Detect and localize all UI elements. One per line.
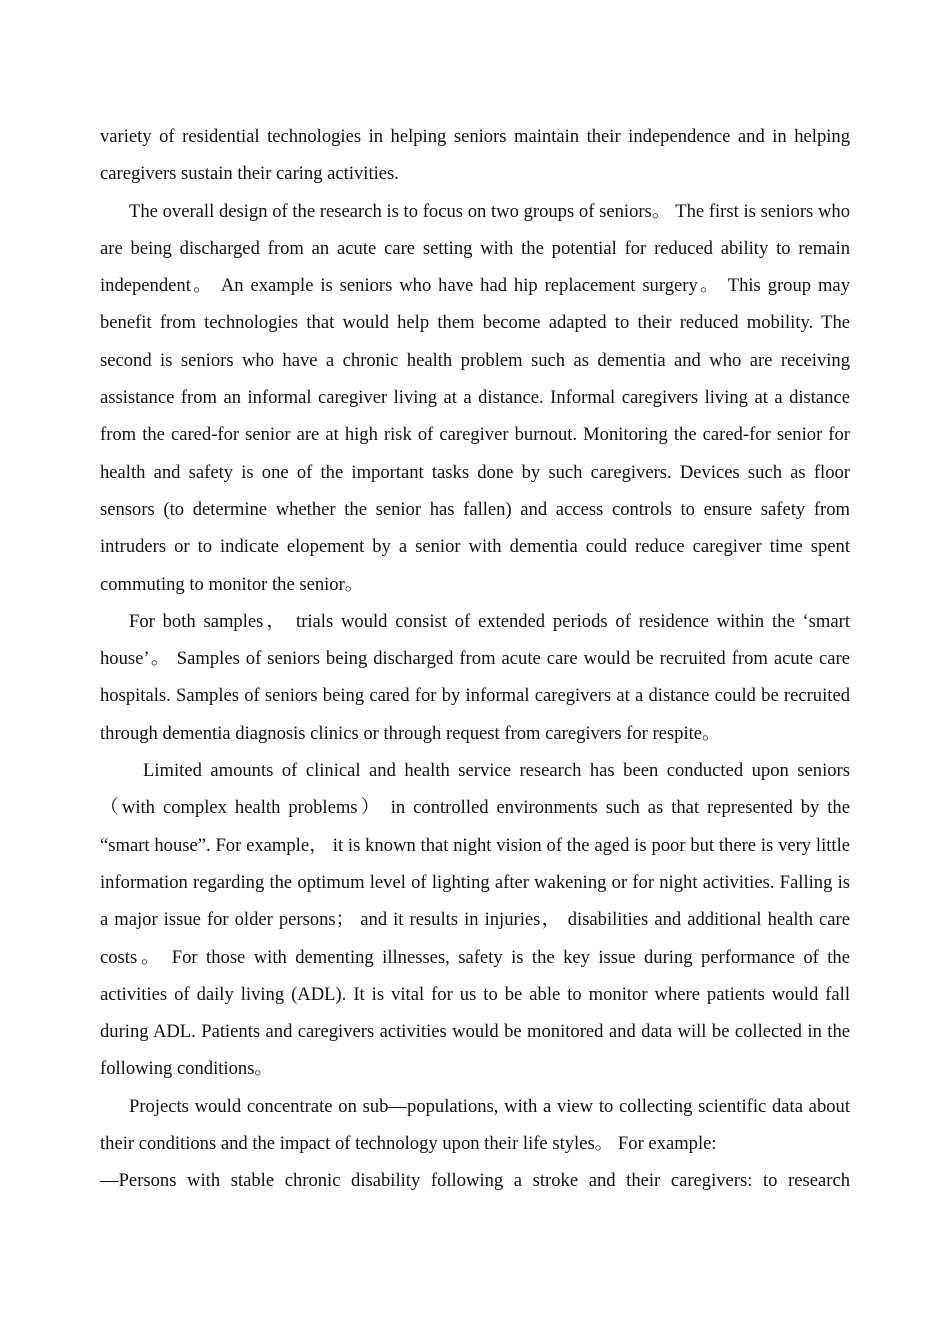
document-page — [100, 118, 850, 1200]
paragraph-samples: For both samples， trials would consist of extended periods of residence within the ‘smart house’。 Samples of seniors being discharged from acute care would be recruited from acute care hospitals. Samples of seniors being cared for by informal caregivers at a distance could be recruited through dementia diagnosis clinics or through request from caregivers for respite。 — [100, 610, 850, 744]
paragraph-projects: Projects would concentrate on sub—populations, with a view to collecting scientific data about their conditions and the impact of technology upon their life styles。 For example: — [100, 1095, 850, 1155]
paragraph-intro-continuation: variety of residential technologies in helping seniors maintain their independence and in helping caregivers sustain their caring activities. — [100, 126, 850, 185]
paragraph-research-design: The overall design of the research is to focus on two groups of seniors。 The first is seniors who are being discharged from an acute care setting with the potential for reduced ability to remain independent。 An example is seniors who have had hip replacement surgery。 This group may benefit from technologies that would help them become adapted to their reduced mobility. The second is seniors who have a chronic health problem such as dementia and who are receiving assistance from an informal caregiver living at a distance. Informal caregivers living at a distance from the cared-for senior are at high risk of caregiver burnout. Monitoring the cared-for senior for health and safety is one of the important tasks done by such caregivers. Devices such as floor sensors (to determine whether the senior has fallen) and access controls to ensure safety from intruders or to indicate elopement by a senior with dementia could reduce caregiver time spent commuting to monitor the senior。 — [100, 200, 850, 595]
paragraph-stroke-persons: —Persons with stable chronic disability following a stroke and their caregivers: to research — [100, 1170, 850, 1192]
paragraph-limited-research: Limited amounts of clinical and health service research has been conducted upon seniors （with complex health problems） in controlled environments such as that represented by the “smart house”. For example， it is known that night vision of the aged is poor but there is very little information regarding the optimum level of lighting after wakening or for night activities. Falling is a major issue for older persons； and it results in injuries， disabilities and additional health care costs。 For those with dementing illnesses, safety is the key issue during performance of the activities of daily living (ADL). It is vital for us to be able to monitor where patients would fall during ADL. Patients and caregivers activities would be monitored and data will be collected in the following conditions。 — [100, 760, 850, 1080]
